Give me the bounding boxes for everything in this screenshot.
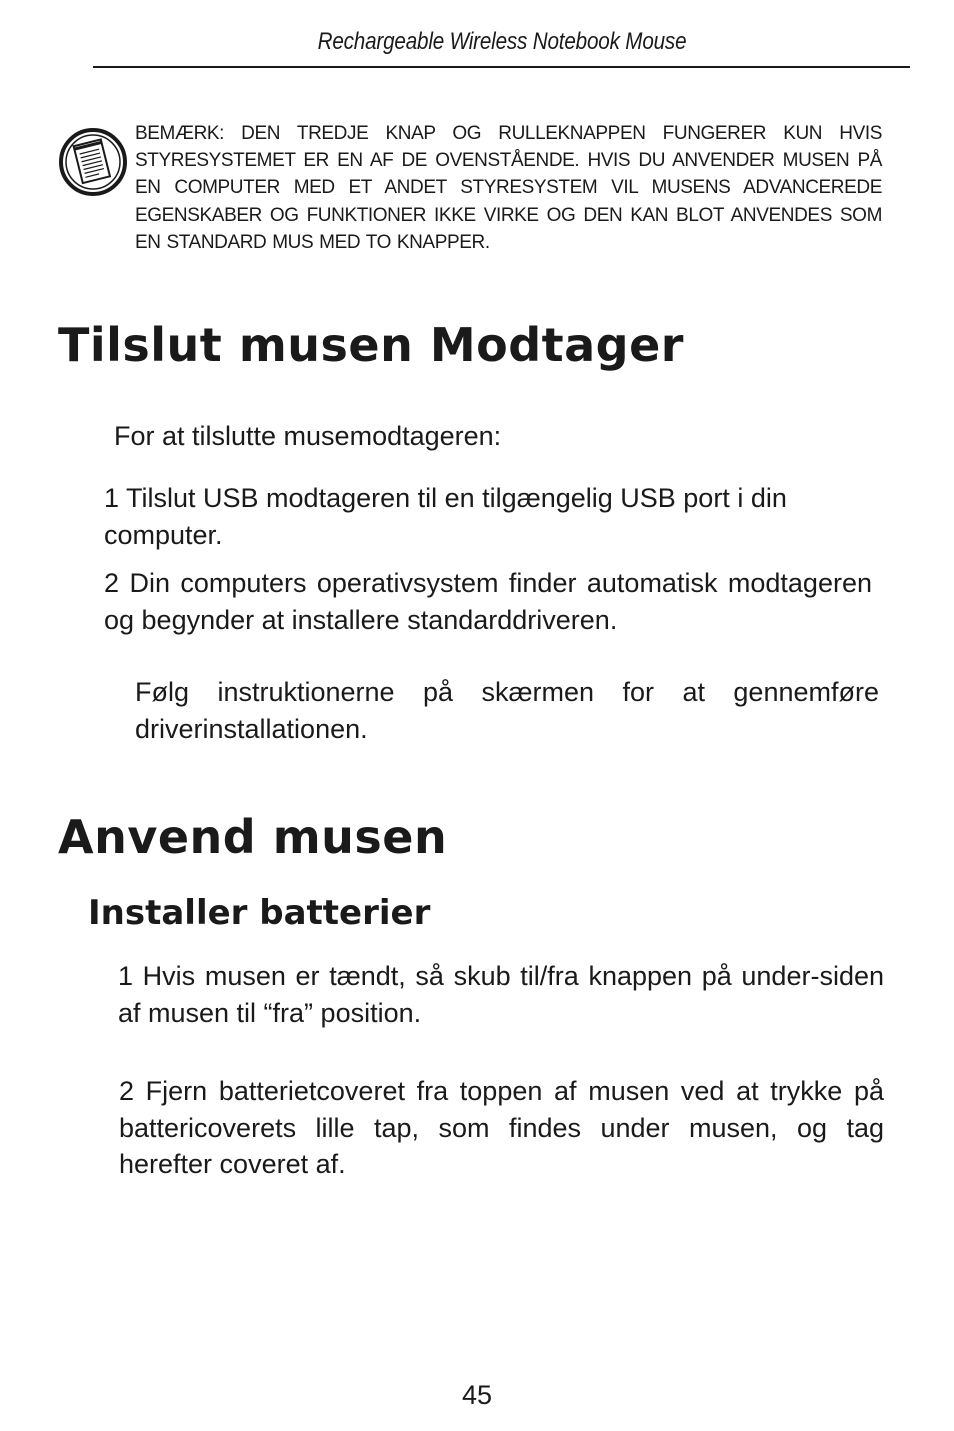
battery-step-2-text: 2 Fjern batterietcoveret fra toppen af musen ved at trykke på battericoverets lille tap, som findes under musen, og tag herefter coveret af. bbox=[119, 1076, 884, 1179]
header-rule bbox=[93, 66, 910, 68]
followup-text: Følg instruktionerne på skærmen for at gennemføre driverinstallationen. bbox=[135, 677, 879, 744]
note-pad-icon bbox=[58, 127, 128, 197]
page-number: 45 bbox=[461, 1380, 493, 1410]
step-1-text: 1 Tilslut USB modtageren til en tilgængelig USB port i din computer. bbox=[104, 483, 787, 550]
running-header: Rechargeable Wireless Notebook Mouse bbox=[317, 28, 687, 55]
battery-step-1-text: 1 Hvis musen er tændt, så skub til/fra knappen på under-siden af musen til “fra” position. bbox=[118, 961, 884, 1028]
note-text: BEMÆRK: DEN TREDJE KNAP OG RULLEKNAPPEN FUNGERER KUN HVIS STYRESYSTEMET ER EN AF DE OVENSTÅENDE. HVIS DU ANVENDER MUSEN PÅ EN COMPUTER MED ET ANDET STYRESYSTEM VIL MUSENS ADVANCEREDE EGENSKABER OG FUNKTIONER IKKE VIRKE OG DEN KAN BLOT ANVENDES SOM EN STANDARD MUS MED TO KNAPPER. bbox=[135, 123, 882, 253]
section-heading-use-mouse: Anvend musen bbox=[58, 810, 448, 864]
intro-text: For at tilslutte musemodtageren: bbox=[114, 421, 502, 451]
subheading-install-batteries: Installer batterier bbox=[88, 893, 431, 933]
section-heading-connect-receiver: Tilslut musen Modtager bbox=[58, 318, 684, 372]
step-2-text: 2 Din computers operativsystem finder automatisk modtageren og begynder at installere standarddriveren. bbox=[104, 568, 872, 635]
